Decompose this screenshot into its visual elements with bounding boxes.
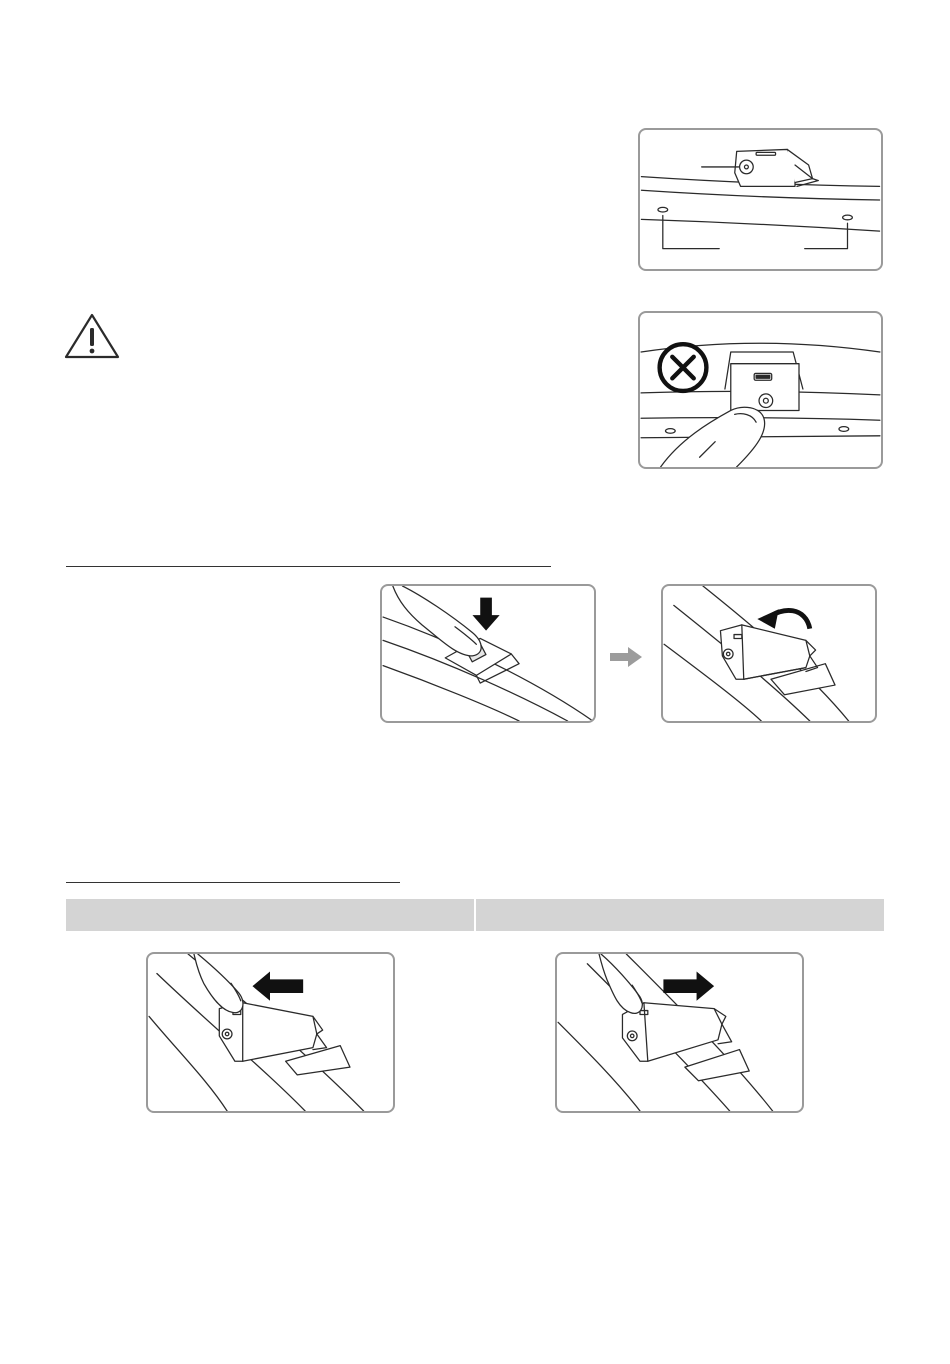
section-divider-adjust-angle: [66, 882, 400, 883]
figure-do-not-touch-lens: [638, 311, 883, 469]
arrow-down-icon: [472, 598, 499, 631]
rotate-up-arrow-icon: [757, 609, 809, 628]
arrow-right-icon: [663, 972, 714, 1001]
section-divider-open-camera: [66, 566, 551, 567]
figure-camera-location: [638, 128, 883, 271]
prohibited-icon: [660, 344, 707, 391]
figure-tilt-camera-left: [146, 952, 395, 1113]
camera-location-illustration: [640, 130, 881, 269]
camera-popped-illustration: [663, 586, 875, 721]
step-arrow-right-icon: [608, 645, 644, 669]
table-header-left: [66, 899, 474, 931]
tilt-right-illustration: [557, 954, 802, 1111]
warning-icon: [62, 311, 122, 361]
figure-tilt-camera-right: [555, 952, 804, 1113]
table-header-right: [476, 899, 884, 931]
figure-press-camera: [380, 584, 596, 723]
do-not-touch-illustration: [640, 313, 881, 467]
tilt-left-illustration: [148, 954, 393, 1111]
press-camera-illustration: [382, 586, 594, 721]
figure-camera-popped-up: [661, 584, 877, 723]
arrow-left-icon: [252, 972, 303, 1001]
